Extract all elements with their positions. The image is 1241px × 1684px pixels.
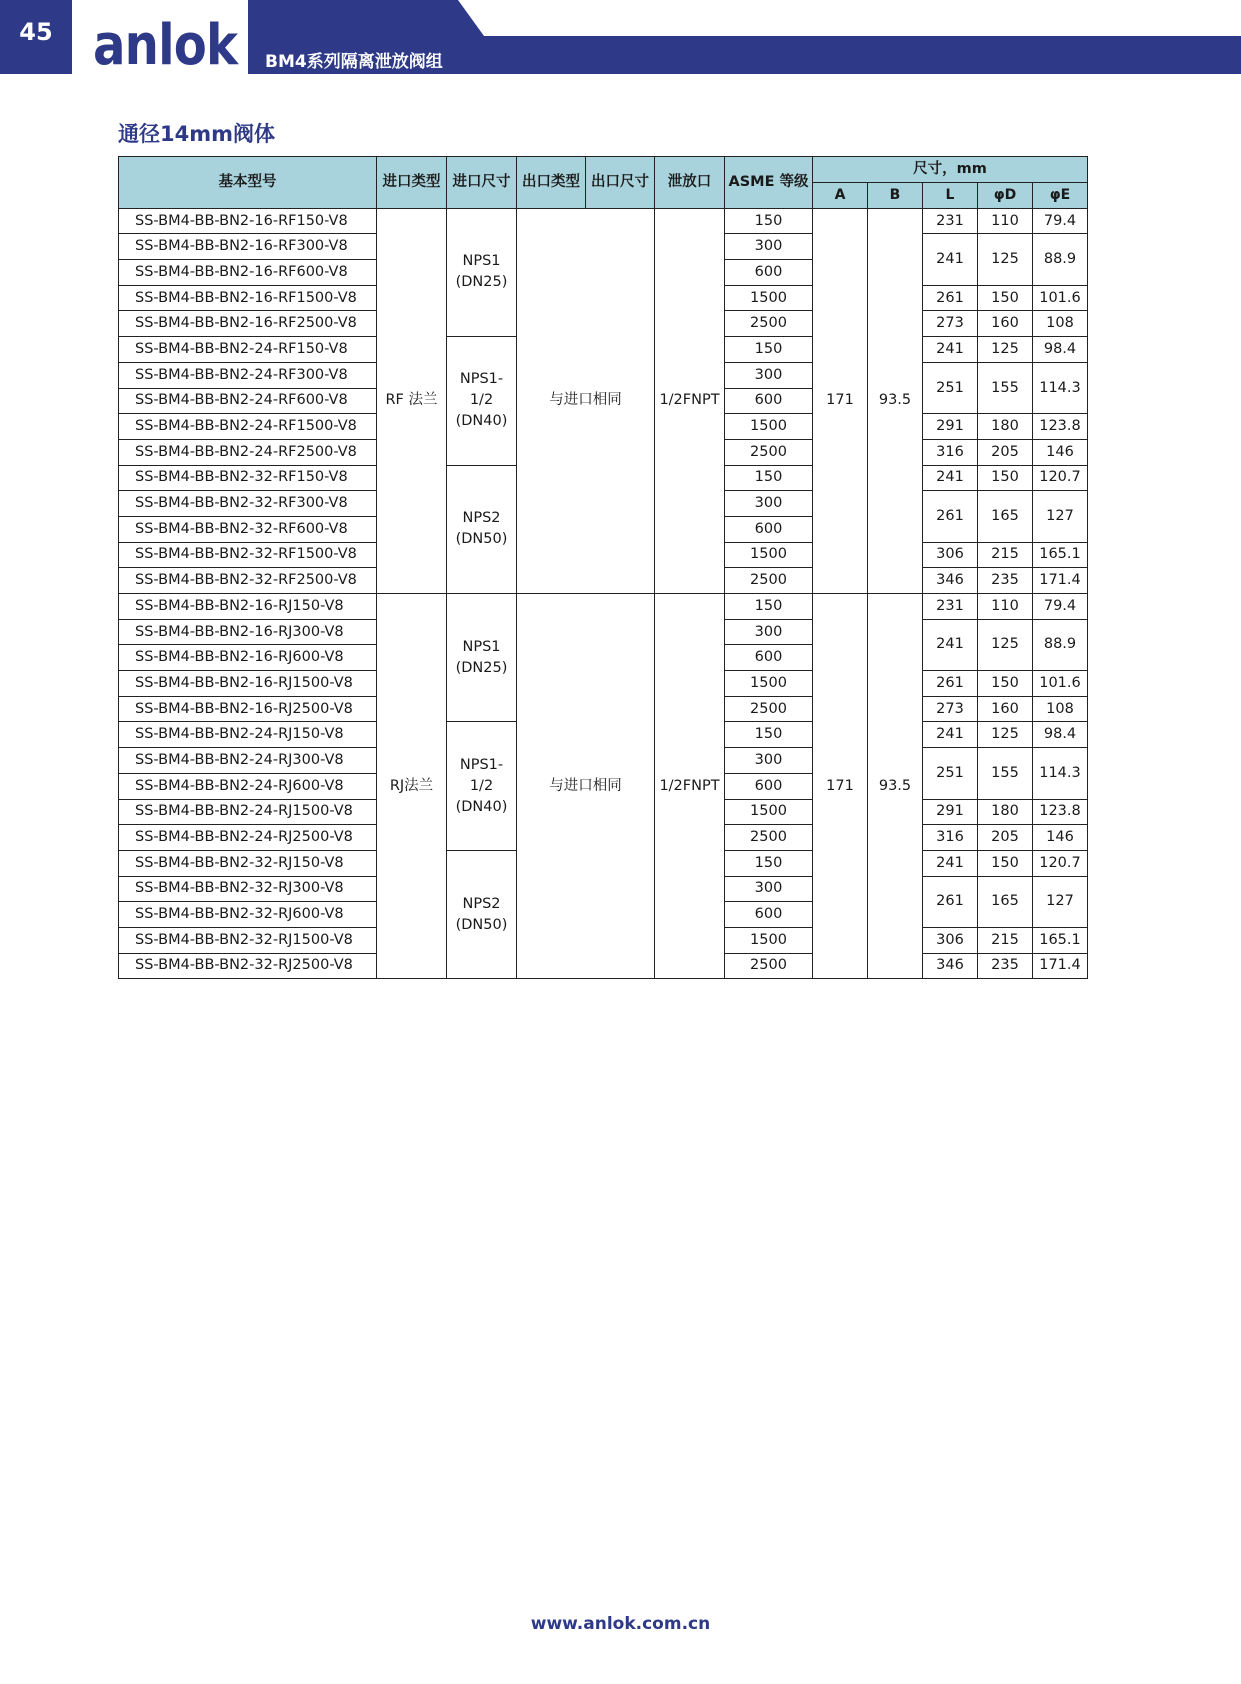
model-cell: SS-BM4-BB-BN2-32-RJ150-V8 xyxy=(119,850,377,876)
model-cell: SS-BM4-BB-BN2-16-RF1500-V8 xyxy=(119,285,377,311)
outlet-cell: 与进口相同 xyxy=(517,594,655,979)
dim-l-cell: 241 xyxy=(923,619,978,670)
model-cell: SS-BM4-BB-BN2-24-RF600-V8 xyxy=(119,388,377,414)
dim-d-cell: 235 xyxy=(978,953,1033,979)
asme-cell: 150 xyxy=(725,594,813,620)
header-outlet-size: 出口尺寸 xyxy=(586,157,655,209)
header-model: 基本型号 xyxy=(119,157,377,209)
dim-b-cell: 93.5 xyxy=(868,594,923,979)
dim-d-cell: 150 xyxy=(978,850,1033,876)
dim-l-cell: 241 xyxy=(923,465,978,491)
asme-cell: 300 xyxy=(725,748,813,774)
dim-d-cell: 235 xyxy=(978,568,1033,594)
vent-cell: 1/2FNPT xyxy=(655,208,725,593)
dim-d-cell: 160 xyxy=(978,696,1033,722)
asme-cell: 1500 xyxy=(725,542,813,568)
dim-e-cell: 88.9 xyxy=(1033,619,1088,670)
dim-d-cell: 110 xyxy=(978,594,1033,620)
dim-d-cell: 125 xyxy=(978,337,1033,363)
spec-table-body xyxy=(119,208,1088,979)
dim-l-cell: 261 xyxy=(923,285,978,311)
dim-d-cell: 165 xyxy=(978,491,1033,542)
dim-l-cell: 241 xyxy=(923,722,978,748)
dim-e-cell: 98.4 xyxy=(1033,722,1088,748)
model-cell: SS-BM4-BB-BN2-32-RF300-V8 xyxy=(119,491,377,517)
asme-cell: 150 xyxy=(725,208,813,234)
header-dim-a: A xyxy=(813,182,868,208)
dim-l-cell: 241 xyxy=(923,234,978,285)
dim-e-cell: 165.1 xyxy=(1033,927,1088,953)
dim-e-cell: 108 xyxy=(1033,311,1088,337)
model-cell: SS-BM4-BB-BN2-32-RJ300-V8 xyxy=(119,876,377,902)
model-cell: SS-BM4-BB-BN2-24-RJ2500-V8 xyxy=(119,825,377,851)
dim-l-cell: 231 xyxy=(923,594,978,620)
dim-e-cell: 146 xyxy=(1033,439,1088,465)
dim-e-cell: 88.9 xyxy=(1033,234,1088,285)
dim-d-cell: 150 xyxy=(978,465,1033,491)
asme-cell: 1500 xyxy=(725,285,813,311)
model-cell: SS-BM4-BB-BN2-16-RF2500-V8 xyxy=(119,311,377,337)
table-row xyxy=(119,594,1088,620)
header-dim-d: φD xyxy=(978,182,1033,208)
header-dim-e: φE xyxy=(1033,182,1088,208)
dim-d-cell: 155 xyxy=(978,748,1033,799)
dim-l-cell: 251 xyxy=(923,362,978,413)
asme-cell: 300 xyxy=(725,362,813,388)
dim-d-cell: 125 xyxy=(978,619,1033,670)
model-cell: SS-BM4-BB-BN2-24-RJ300-V8 xyxy=(119,748,377,774)
dim-d-cell: 215 xyxy=(978,542,1033,568)
header-vent: 泄放口 xyxy=(655,157,725,209)
asme-cell: 2500 xyxy=(725,696,813,722)
dim-e-cell: 114.3 xyxy=(1033,362,1088,413)
inlet-size-cell: NPS2 (DN50) xyxy=(447,465,517,593)
outlet-cell: 与进口相同 xyxy=(517,208,655,593)
asme-cell: 600 xyxy=(725,388,813,414)
model-cell: SS-BM4-BB-BN2-32-RF600-V8 xyxy=(119,516,377,542)
asme-cell: 150 xyxy=(725,337,813,363)
model-cell: SS-BM4-BB-BN2-24-RF1500-V8 xyxy=(119,414,377,440)
header-outlet-type: 出口类型 xyxy=(517,157,586,209)
asme-cell: 150 xyxy=(725,465,813,491)
model-cell: SS-BM4-BB-BN2-16-RF150-V8 xyxy=(119,208,377,234)
model-cell: SS-BM4-BB-BN2-24-RJ600-V8 xyxy=(119,773,377,799)
dim-l-cell: 261 xyxy=(923,491,978,542)
series-title: BM4系列隔离泄放阀组 xyxy=(265,52,443,72)
model-cell: SS-BM4-BB-BN2-16-RJ1500-V8 xyxy=(119,671,377,697)
header-dim-b: B xyxy=(868,182,923,208)
dim-l-cell: 273 xyxy=(923,311,978,337)
inlet-size-cell: NPS1- 1/2 (DN40) xyxy=(447,722,517,850)
dim-d-cell: 205 xyxy=(978,825,1033,851)
footer-website: www.anlok.com.cn xyxy=(530,1614,711,1634)
inlet-size-cell: NPS2 (DN50) xyxy=(447,850,517,978)
dim-e-cell: 79.4 xyxy=(1033,208,1088,234)
dim-e-cell: 127 xyxy=(1033,876,1088,927)
model-cell: SS-BM4-BB-BN2-16-RJ2500-V8 xyxy=(119,696,377,722)
asme-cell: 300 xyxy=(725,876,813,902)
dim-l-cell: 241 xyxy=(923,850,978,876)
header-inlet-size: 进口尺寸 xyxy=(447,157,517,209)
model-cell: SS-BM4-BB-BN2-32-RF1500-V8 xyxy=(119,542,377,568)
model-cell: SS-BM4-BB-BN2-24-RF150-V8 xyxy=(119,337,377,363)
dim-d-cell: 150 xyxy=(978,285,1033,311)
asme-cell: 2500 xyxy=(725,825,813,851)
dim-d-cell: 180 xyxy=(978,799,1033,825)
asme-cell: 600 xyxy=(725,260,813,286)
dim-e-cell: 171.4 xyxy=(1033,953,1088,979)
inlet-size-cell: NPS1 (DN25) xyxy=(447,594,517,722)
dim-e-cell: 108 xyxy=(1033,696,1088,722)
dim-b-cell: 93.5 xyxy=(868,208,923,593)
dim-l-cell: 316 xyxy=(923,439,978,465)
dim-a-cell: 171 xyxy=(813,594,868,979)
dim-d-cell: 215 xyxy=(978,927,1033,953)
asme-cell: 600 xyxy=(725,645,813,671)
dim-d-cell: 150 xyxy=(978,671,1033,697)
asme-cell: 600 xyxy=(725,902,813,928)
dim-e-cell: 101.6 xyxy=(1033,671,1088,697)
dim-l-cell: 241 xyxy=(923,337,978,363)
dim-a-cell: 171 xyxy=(813,208,868,593)
model-cell: SS-BM4-BB-BN2-32-RF2500-V8 xyxy=(119,568,377,594)
asme-cell: 150 xyxy=(725,722,813,748)
dim-d-cell: 160 xyxy=(978,311,1033,337)
dim-d-cell: 125 xyxy=(978,234,1033,285)
dim-l-cell: 273 xyxy=(923,696,978,722)
dim-d-cell: 205 xyxy=(978,439,1033,465)
page-number: 45 xyxy=(19,18,53,46)
asme-cell: 1500 xyxy=(725,671,813,697)
section-title: 通径14mm阀体 xyxy=(118,122,275,146)
dim-d-cell: 110 xyxy=(978,208,1033,234)
asme-cell: 1500 xyxy=(725,927,813,953)
table-row xyxy=(119,208,1088,234)
model-cell: SS-BM4-BB-BN2-24-RF300-V8 xyxy=(119,362,377,388)
model-cell: SS-BM4-BB-BN2-32-RJ2500-V8 xyxy=(119,953,377,979)
dim-e-cell: 101.6 xyxy=(1033,285,1088,311)
asme-cell: 600 xyxy=(725,773,813,799)
header-inlet-type: 进口类型 xyxy=(377,157,447,209)
asme-cell: 2500 xyxy=(725,953,813,979)
dim-l-cell: 291 xyxy=(923,799,978,825)
header-tab xyxy=(248,0,484,36)
dim-l-cell: 346 xyxy=(923,953,978,979)
spec-table xyxy=(118,156,1088,979)
header-dim-l: L xyxy=(923,182,978,208)
dim-l-cell: 261 xyxy=(923,671,978,697)
dim-e-cell: 123.8 xyxy=(1033,414,1088,440)
dim-l-cell: 251 xyxy=(923,748,978,799)
dim-l-cell: 291 xyxy=(923,414,978,440)
asme-cell: 1500 xyxy=(725,414,813,440)
model-cell: SS-BM4-BB-BN2-24-RJ1500-V8 xyxy=(119,799,377,825)
dim-e-cell: 120.7 xyxy=(1033,465,1088,491)
inlet-size-cell: NPS1- 1/2 (DN40) xyxy=(447,337,517,465)
dim-e-cell: 127 xyxy=(1033,491,1088,542)
dim-e-cell: 165.1 xyxy=(1033,542,1088,568)
dim-e-cell: 114.3 xyxy=(1033,748,1088,799)
model-cell: SS-BM4-BB-BN2-32-RJ600-V8 xyxy=(119,902,377,928)
dim-e-cell: 120.7 xyxy=(1033,850,1088,876)
asme-cell: 300 xyxy=(725,491,813,517)
dim-d-cell: 165 xyxy=(978,876,1033,927)
dim-l-cell: 306 xyxy=(923,927,978,953)
inlet-size-cell: NPS1 (DN25) xyxy=(447,208,517,336)
vent-cell: 1/2FNPT xyxy=(655,594,725,979)
dim-d-cell: 125 xyxy=(978,722,1033,748)
asme-cell: 2500 xyxy=(725,568,813,594)
dim-l-cell: 231 xyxy=(923,208,978,234)
dim-e-cell: 79.4 xyxy=(1033,594,1088,620)
asme-cell: 2500 xyxy=(725,311,813,337)
dim-e-cell: 123.8 xyxy=(1033,799,1088,825)
anlok-logo: anlok xyxy=(93,13,238,78)
model-cell: SS-BM4-BB-BN2-32-RF150-V8 xyxy=(119,465,377,491)
dim-l-cell: 261 xyxy=(923,876,978,927)
dim-d-cell: 180 xyxy=(978,414,1033,440)
dim-e-cell: 171.4 xyxy=(1033,568,1088,594)
dim-l-cell: 346 xyxy=(923,568,978,594)
asme-cell: 1500 xyxy=(725,799,813,825)
dim-d-cell: 155 xyxy=(978,362,1033,413)
asme-cell: 300 xyxy=(725,619,813,645)
asme-cell: 300 xyxy=(725,234,813,260)
dim-e-cell: 98.4 xyxy=(1033,337,1088,363)
asme-cell: 600 xyxy=(725,516,813,542)
model-cell: SS-BM4-BB-BN2-16-RJ150-V8 xyxy=(119,594,377,620)
dim-l-cell: 306 xyxy=(923,542,978,568)
model-cell: SS-BM4-BB-BN2-16-RF300-V8 xyxy=(119,234,377,260)
dim-l-cell: 316 xyxy=(923,825,978,851)
inlet-type-cell: RJ法兰 xyxy=(377,594,447,979)
model-cell: SS-BM4-BB-BN2-16-RJ600-V8 xyxy=(119,645,377,671)
header-dims: 尺寸，mm xyxy=(813,157,1088,183)
model-cell: SS-BM4-BB-BN2-16-RJ300-V8 xyxy=(119,619,377,645)
model-cell: SS-BM4-BB-BN2-32-RJ1500-V8 xyxy=(119,927,377,953)
header-asme: ASME 等级 xyxy=(725,157,813,209)
model-cell: SS-BM4-BB-BN2-24-RF2500-V8 xyxy=(119,439,377,465)
model-cell: SS-BM4-BB-BN2-16-RF600-V8 xyxy=(119,260,377,286)
model-cell: SS-BM4-BB-BN2-24-RJ150-V8 xyxy=(119,722,377,748)
asme-cell: 2500 xyxy=(725,439,813,465)
dim-e-cell: 146 xyxy=(1033,825,1088,851)
inlet-type-cell: RF 法兰 xyxy=(377,208,447,593)
asme-cell: 150 xyxy=(725,850,813,876)
